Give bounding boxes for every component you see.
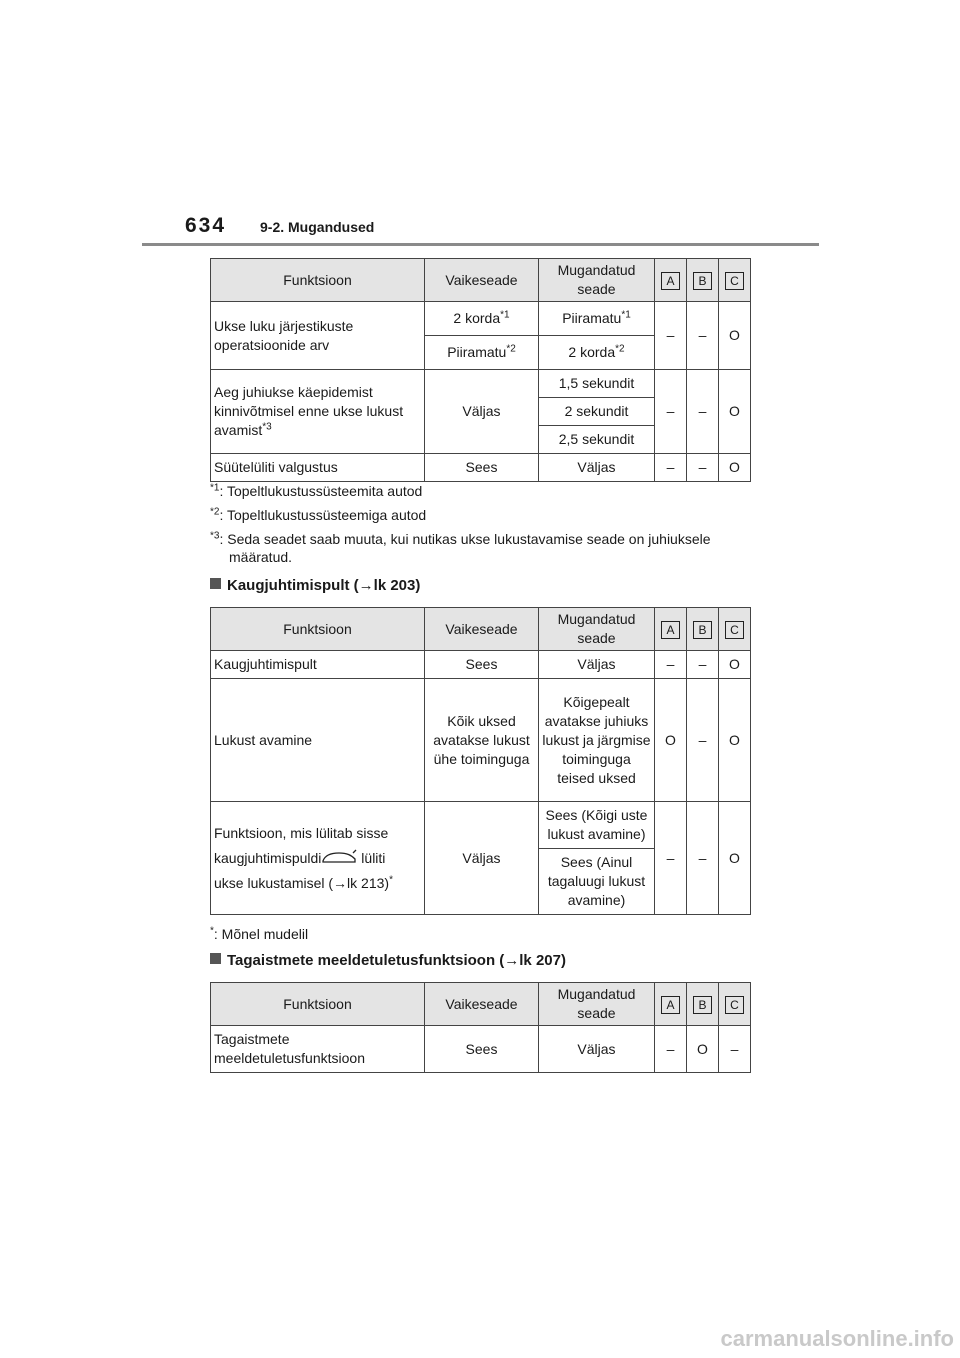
col-b (687, 259, 719, 302)
col-default: Vaikeseade (425, 608, 539, 651)
cell-custom: Sees (Ainul tagaluugi lukust avamine) (539, 849, 655, 915)
cell-function: Kaugjuhtimispult (211, 651, 425, 679)
heading-rear-seat (210, 952, 566, 969)
cell-function-text: ukse lukustamisel ( (214, 874, 334, 891)
cell-a: O (655, 679, 687, 802)
table-row (211, 679, 751, 802)
cell-default: Sees (425, 454, 539, 482)
footnote-ref: * (389, 873, 393, 885)
cell-custom-text: 2 korda (568, 344, 616, 360)
cell-c: O (719, 302, 751, 370)
cell-custom: Väljas (539, 454, 655, 482)
arrow-right-icon: → (333, 874, 348, 891)
cell-c: O (719, 370, 751, 454)
cell-custom: Sees (Kõigi uste lukust avamine) (539, 802, 655, 849)
table-header-row (211, 608, 751, 651)
page-number: 634 (185, 214, 227, 237)
cell-function: Süütelüliti valgustus (211, 454, 425, 482)
cell-default: Sees (425, 651, 539, 679)
cell-b: O (687, 1026, 719, 1073)
arrow-right-icon: → (358, 577, 374, 594)
col-a-label: A (661, 996, 680, 1014)
col-c-label: C (725, 996, 744, 1014)
cell-function-text: Aeg juhiukse käepidemist kinnivõtmisel enne ukse lukust avamist (214, 384, 404, 438)
footnote (210, 925, 750, 943)
cell-function-text: lk 213) (347, 874, 390, 891)
settings-table-remote (210, 607, 751, 915)
col-function: Funktsioon (211, 983, 425, 1026)
cell-c: O (719, 802, 751, 915)
col-a-label: A (661, 272, 680, 290)
cell-c: O (719, 679, 751, 802)
cell-default: Sees (425, 1026, 539, 1073)
table-row (211, 370, 751, 398)
table-row (211, 802, 751, 849)
heading-remote (210, 577, 420, 594)
heading-text: Kaugjuhtimispult ( (227, 577, 359, 594)
heading-ref: lk 203) (373, 577, 421, 594)
arrow-right-icon: → (504, 952, 520, 969)
col-b-label: B (693, 996, 712, 1014)
col-a-label: A (661, 621, 680, 639)
cell-function (211, 370, 425, 454)
cell-default-text: Piiramatu (447, 344, 507, 360)
table-row (211, 302, 751, 336)
col-b (687, 608, 719, 651)
cell-a: – (655, 302, 687, 370)
square-bullet-icon (210, 953, 221, 964)
footnote (210, 482, 750, 500)
watermark: carmanualsonline.info (720, 1326, 954, 1351)
cell-default (425, 336, 539, 370)
cell-b: – (687, 454, 719, 482)
footnote-text-cont: määratud. (229, 549, 293, 565)
col-c-label: C (725, 621, 744, 639)
col-c (719, 259, 751, 302)
footnotes-remote (210, 925, 750, 949)
col-default: Vaikeseade (425, 259, 539, 302)
cell-custom-text: Piiramatu (562, 310, 622, 326)
cell-a: – (655, 454, 687, 482)
cell-a: – (655, 370, 687, 454)
table-header-row (211, 259, 751, 302)
col-function: Funktsioon (211, 259, 425, 302)
cell-function-text: lüliti (357, 849, 386, 866)
cell-b: – (687, 802, 719, 915)
cell-function: Tagaistmete meeldetuletusfunktsioon (211, 1026, 425, 1073)
header-rule (142, 243, 819, 246)
cell-default: Väljas (425, 802, 539, 915)
footnote-ref: *1 (621, 309, 631, 321)
cell-default (425, 302, 539, 336)
cell-b: – (687, 370, 719, 454)
col-c (719, 983, 751, 1026)
col-c-label: C (725, 272, 744, 290)
table-row (211, 651, 751, 679)
footnote-ref: *1 (500, 309, 510, 321)
footnote-mark: * (210, 925, 214, 937)
section-title: 9-2. Mugandused (260, 219, 375, 235)
footnote-text: : Topeltlukustussüsteemiga autod (219, 507, 427, 523)
table-row (211, 454, 751, 482)
cell-c: O (719, 651, 751, 679)
cell-custom: Väljas (539, 1026, 655, 1073)
cell-b: – (687, 651, 719, 679)
col-a (655, 259, 687, 302)
col-b-label: B (693, 272, 712, 290)
col-custom: Mugandatud seade (539, 608, 655, 651)
table-row (211, 1026, 751, 1073)
cell-c: O (719, 454, 751, 482)
footnote-mark: *3 (210, 530, 220, 542)
footnote-mark: *1 (210, 482, 220, 494)
cell-default-text: 2 korda (453, 310, 501, 326)
cell-b: – (687, 679, 719, 802)
square-bullet-icon (210, 578, 221, 589)
footnote-text: : Seda seadet saab muuta, kui nutikas ukse lukustavamise seade on juhiuksele (219, 531, 711, 547)
cell-default: Kõik uksed avatakse lukust ühe toiminguga (425, 679, 539, 802)
cell-function: Ukse luku järjestikuste operatsioonide arv (211, 302, 425, 370)
settings-table-doors (210, 258, 751, 482)
footnote-ref: *3 (262, 421, 272, 433)
footnote (210, 506, 750, 524)
cell-custom: 2 sekundit (539, 398, 655, 426)
cell-function-text: Funktsioon, mis lülitab sisse (214, 824, 389, 841)
col-b-label: B (693, 621, 712, 639)
cell-custom (539, 302, 655, 336)
footnote-text: : Topeltlukustussüsteemita autod (219, 483, 423, 499)
footnote-text: : Mõnel mudelil (213, 926, 309, 942)
col-b (687, 983, 719, 1026)
cell-default: Väljas (425, 370, 539, 454)
footnote-mark: *2 (210, 506, 220, 518)
cell-custom: Väljas (539, 651, 655, 679)
col-custom: Mugandatud seade (539, 259, 655, 302)
cell-a: – (655, 1026, 687, 1073)
cell-custom (539, 336, 655, 370)
cell-function-text: kaugjuhtimispuldi (214, 849, 322, 866)
col-a (655, 608, 687, 651)
col-default: Vaikeseade (425, 983, 539, 1026)
col-c (719, 608, 751, 651)
col-a (655, 983, 687, 1026)
table-header-row (211, 983, 751, 1026)
cell-custom: 2,5 sekundit (539, 426, 655, 454)
settings-table-rear-seat (210, 982, 751, 1073)
cell-custom: 1,5 sekundit (539, 370, 655, 398)
col-function: Funktsioon (211, 608, 425, 651)
heading-ref: lk 207) (519, 952, 566, 969)
footnote-ref: *2 (506, 343, 516, 355)
footnote-ref: *2 (615, 343, 625, 355)
heading-text: Tagaistmete meeldetuletusfunktsioon ( (227, 952, 505, 969)
cell-a: – (655, 651, 687, 679)
cell-custom: Kõigepealt avatakse juhiuks lukust ja järgmise toiminguga teised uksed (539, 679, 655, 802)
car-icon (321, 849, 357, 865)
footnote (210, 530, 750, 566)
cell-c: – (719, 1026, 751, 1073)
cell-a: – (655, 802, 687, 915)
col-custom: Mugandatud seade (539, 983, 655, 1026)
cell-function: Lukust avamine (211, 679, 425, 802)
cell-b: – (687, 302, 719, 370)
cell-function (211, 802, 425, 915)
footnotes-doors (210, 482, 750, 572)
